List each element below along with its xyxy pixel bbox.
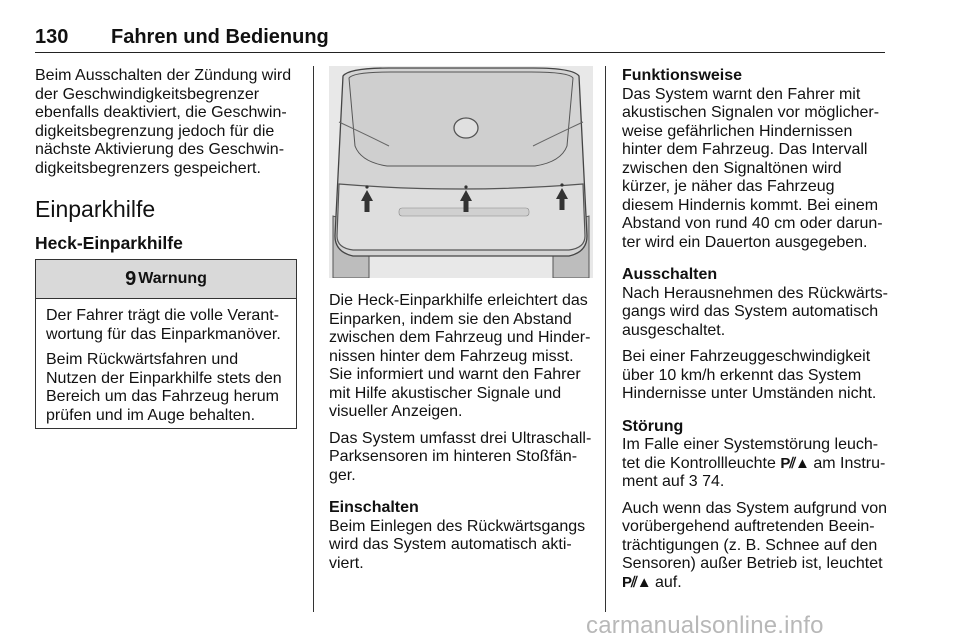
text-line: ebenfalls deaktiviert, die Geschwin- [35, 104, 287, 121]
text-line: visueller Anzeigen. [329, 403, 463, 420]
text-line: ter wird ein Dauerton ausgegeben. [622, 233, 868, 251]
column-middle [329, 292, 599, 581]
paragraph [622, 348, 892, 404]
text-line: wortung für das Einparkmanöver. [46, 325, 281, 343]
paragraph [329, 292, 599, 422]
text-line: digkeitsbegrenzers gespeichert. [35, 159, 261, 177]
text-line: über 10 km/h erkennt das System [622, 366, 862, 384]
park-pilot-warning-icon: P⫽▲ [622, 573, 651, 591]
text-line: ger. [329, 466, 356, 484]
text-line: Das System umfasst drei Ultraschall- [329, 429, 592, 447]
text-line: kürzer, je näher das Fahrzeug [622, 178, 835, 195]
section-title: Störung [622, 417, 684, 435]
rear-bumper-illustration [329, 66, 593, 278]
page-reference-arrow-icon: 3 [688, 473, 698, 490]
paragraph [622, 418, 892, 492]
chapter-title: Fahren und Bedienung [111, 26, 329, 48]
paragraph [622, 266, 892, 340]
text-line: Bei einer Fahrzeuggeschwindigkeit [622, 348, 871, 365]
text-line: Hindernisse unter Umständen nicht. [622, 385, 877, 402]
section-heading: Einparkhilfe [35, 196, 156, 222]
section-title: Ausschalten [622, 266, 718, 283]
text-line: Einparken, indem sie den Abstand [329, 310, 572, 328]
warning-body [36, 299, 296, 425]
text-line: Parksensoren im hinteren Stoßfän- [329, 448, 578, 465]
text-line: Abstand von rund 40 cm oder darun- [622, 215, 883, 232]
page-reference-link[interactable]: 74. [702, 473, 725, 490]
text-line: nissen hinter dem Fahrzeug misst. [329, 347, 574, 365]
page-number: 130 [35, 26, 69, 48]
text-line: Nutzen der Einparkhilfe stets den [46, 369, 282, 387]
paragraph [329, 430, 599, 486]
text-line: Im Falle einer Systemstörung leuch- [622, 436, 879, 453]
text-line: Bereich um das Fahrzeug herum [46, 388, 279, 405]
text-line: hinter dem Fahrzeug. Das Intervall [622, 141, 868, 158]
park-pilot-warning-icon: P⫽▲ [780, 454, 809, 472]
watermark: carmanualsonline.info [586, 612, 824, 639]
paragraph [329, 499, 599, 573]
text-line: Beim Rückwärtsfahren und [46, 351, 239, 368]
text-line: digkeitsbegrenzung jedoch für die [35, 122, 275, 140]
page-header [35, 26, 885, 53]
text-line: trächtigungen (z. B. Schnee auf den [622, 536, 878, 554]
text-line: ausgeschaltet. [622, 321, 726, 339]
sub-heading: Heck-Einparkhilfe [35, 233, 183, 253]
section-title: Einschalten [329, 499, 419, 516]
text-fragment: tet die Kontrollleuchte [622, 454, 776, 472]
text-line: Sie informiert und warnt den Fahrer [329, 366, 581, 383]
text-line: Beim Ausschalten der Zündung wird [35, 67, 292, 84]
text-fragment: auf. [655, 573, 682, 591]
text-line: nächste Aktivierung des Geschwin- [35, 141, 285, 158]
text-line: zwischen den Signaltönen wird [622, 159, 842, 177]
warning-paragraph [46, 307, 286, 344]
text-line: Das System warnt den Fahrer mit [622, 85, 861, 103]
text-line: mit Hilfe akustischer Signale und [329, 384, 562, 402]
paragraph [622, 500, 892, 593]
warning-title-bar [36, 260, 296, 299]
warning-paragraph [46, 351, 286, 425]
text-line: Die Heck-Einparkhilfe erleichtert das [329, 292, 588, 309]
warning-title: Warnung [138, 270, 207, 287]
column-divider-right [605, 66, 606, 612]
text-line: Sensoren) außer Betrieb ist, leuchtet [622, 555, 883, 572]
text-fragment: am Instru- [813, 454, 886, 472]
text-fragment: ment auf [622, 473, 685, 490]
paragraph [622, 67, 892, 252]
text-line: Nach Herausnehmen des Rückwärts- [622, 284, 888, 302]
column-right [622, 67, 892, 600]
text-line: weise gefährlichen Hindernissen [622, 122, 853, 140]
text-line: vorübergehend auftretenden Beein- [622, 518, 875, 535]
text-line: gangs wird das System automatisch [622, 303, 879, 320]
text-line: prüfen und im Auge behalten. [46, 406, 256, 424]
text-line: akustischen Signalen vor möglicher- [622, 104, 880, 121]
warning-box [35, 259, 297, 429]
column-divider-left [313, 66, 314, 612]
warning-icon: 9 [125, 267, 137, 290]
text-line: Auch wenn das System aufgrund von [622, 499, 888, 517]
text-line: diesem Hindernis kommt. Bei einem [622, 196, 879, 214]
intro-paragraph [35, 67, 300, 178]
column-left [35, 67, 300, 178]
text-line: der Geschwindigkeitsbegrenzer [35, 85, 260, 103]
text-line: wird das System automatisch akti- [329, 536, 572, 553]
text-line: zwischen dem Fahrzeug und Hinder- [329, 329, 591, 346]
text-line: Der Fahrer trägt die volle Verant- [46, 307, 279, 324]
text-line: viert. [329, 554, 364, 572]
text-line: Beim Einlegen des Rückwärtsgangs [329, 517, 586, 535]
section-title: Funktionsweise [622, 67, 743, 84]
